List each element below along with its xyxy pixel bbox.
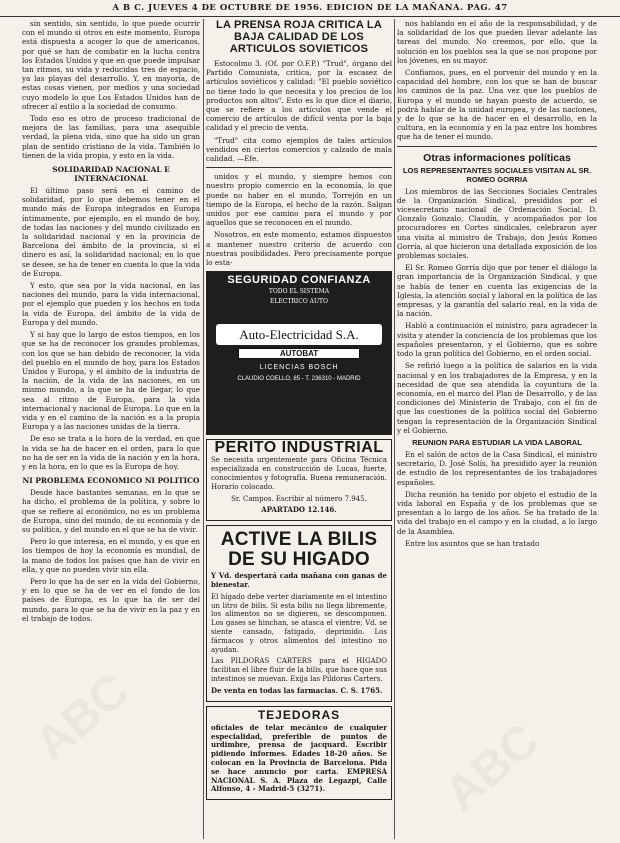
article-paragraph: Pero lo que ha de ser en la vida del Gobierno, y en lo que se ha de ver en el fondo de los países de Europa, es lo que ha de ser del mundo, para lo que se ha de vivir en la paz y en el trabajo de todos. xyxy=(22,576,200,623)
article-paragraph: Desde hace bastantes semanas, en lo que se ha dicho, el problema de la política, y sobre lo que se refiere al económico, no es un problema de Europa, sino del mundo, de su economía y de su política, y del mundo en el que se ha de vivir. xyxy=(22,488,200,534)
article-paragraph: Estocolmo 3. (Of. por O.F.P.) "Trud", órgano del Partido Comunista, critica, por la escasez de artículos soviéticos y calidad: "El pueblo soviético no tiene todo lo que necesita y los precios de los productos son altos". Esto es lo que dice el diario, que se refiere a los artículos que vende el comercio de artículos de difícil venta por la baja calidad y el precio de venta. xyxy=(206,59,392,133)
article-paragraph: Todo eso es otro de proceso tradicional de mejora de las familias, para una asequible verdad, la plena vida, sino que ha sido un gran plan de sentido cristiano de la vida. También lo tienen de la vida propia, y esto en la vida. xyxy=(22,114,200,160)
article-paragraph: "Trud" cita como ejemplos de tales artículos vendidos en ciertos comercios y calzado de mala calidad. —Efe. xyxy=(206,135,392,164)
ad-auto-electricidad-panel xyxy=(207,272,391,434)
column-divider xyxy=(394,19,395,839)
section-subtitle: NI PROBLEMA ECONOMICO NI POLITICO xyxy=(22,476,200,486)
ad-title: ACTIVE LA BILIS DE SU HIGADO xyxy=(220,529,378,571)
article-paragraph: Confiamos, pues, en el porvenir del mundo y en la capacidad del hombre, con los que se han de buscar los caminos de la paz. Una vez que los pueblos de Europa y el mundo se hayan puesto de acuerdo, se podrá hablar de la unidad europea, y de las naciones, y de lo que se ha de hacer en el desarrollo, en la cultura, en la economía y en la paz entre los hombres que ha de tener el mundo. xyxy=(397,68,597,142)
article-headline: LOS REPRESENTANTES SOCIALES VISITAN AL SR. ROMEO GORRIA xyxy=(402,165,592,184)
article-paragraph: De eso se trata a la hora de la verdad, en que la vida se ha de hacer en el orden, para lo que no ha de ser en la vida de la nación y en la hora, y en la hora, en lo que es la Europa de hoy. xyxy=(22,434,200,471)
article-headline: LA PRENSA ROJA CRITICA LA BAJA CALIDAD DE LOS ARTICULOS SOVIETICOS xyxy=(216,19,382,55)
ad-line: TODO EL SISTEMA xyxy=(268,288,330,296)
ad-title: PERITO INDUSTRIAL xyxy=(214,439,384,457)
watermark: ABC xyxy=(25,663,139,772)
ad-line: ELECTRICO AUTO xyxy=(270,297,328,305)
ad-body: De venta en todas las farmacias. C. S. 1765. xyxy=(211,685,383,695)
ad-body: Se necesita urgentemente para Oficina Técnica especializada en construcción de Lucas, fuerte, conocimientos y fotografía. Buena remuneración. Horario colocado. xyxy=(211,456,387,491)
article-paragraph: Pero lo que interesa, en el mundo, y es que en los tiempos de hoy la economía es mundial, de la mano de todos los países que han de vivir en ella, y que no pueden vivir sin ella. xyxy=(22,537,200,574)
article-paragraph: Nosotros, en este momento, estamos dispuestos a mantener nuestro criterio de acuerdo con nuestras posibilidades. Pero precisamente porque lo esta- xyxy=(206,230,392,268)
column-middle xyxy=(206,19,392,839)
ad-body: oficiales de telar mecánico de cualquier especialidad, preferible de puntos de urdimbre, prensa de jacquard. Escribir pidiendo informes. Edades 18-20 años. Se colocan en la Provincia de Barcelona. Pida se hace anuncio por carta. EMPRESA NACIONAL S. A. Plaza de Legazpi, Calle Alfonso, 4 - Madrid-5 (3271). xyxy=(211,722,387,794)
column-right xyxy=(397,19,597,839)
advertisement-perito xyxy=(206,439,392,521)
article-headline: REUNION PARA ESTUDIAR LA VIDA LABORAL xyxy=(412,437,582,447)
article-paragraph: Y esto, que sea por la vida nacional, en las naciones del mundo, para la vida internacional, por el ejemplo que pueden y los hechos en toda la vida de Europa, del ámbito de la vida de Europa y del mundo. xyxy=(22,281,200,327)
ad-body: Las PILDORAS CARTERS para el HIGADO facilitan el libre fluir de la bilis, que hace que sus intestinos se muevan. Exija las Pildoras Carters. xyxy=(211,657,387,684)
section-subtitle: SOLIDARIDAD NACIONAL E INTERNACIONAL xyxy=(52,165,170,184)
divider xyxy=(206,167,392,168)
column-divider xyxy=(203,19,204,839)
watermark: ABC xyxy=(435,713,549,822)
ad-contact: Sr. Campos. Escribir al número 7.945. xyxy=(231,494,367,503)
article-paragraph: nos hablando en el año de la responsabilidad, y de la solidaridad de los que pueden llevar adelante las tareas del mundo. No creemos, por ello, que la solución en los pueblos sea la que se nos propone por los jóvenes, en su mayor. xyxy=(397,19,597,65)
article-paragraph: Entre los asuntos que se han tratado xyxy=(405,538,540,548)
article-paragraph: Dicha reunión ha tenido por objeto el estudio de la vida laboral en España y de los problemas que se presentan a lo largo de los años. Se ha tratado de la vida del trabajo en el campo y en la ciudad, a lo largo de la Asamblea. xyxy=(397,489,597,536)
article-paragraph: El Sr. Romeo Gorría dijo que por tener el diálogo la gran importancia de la Organización Sindical, y que se había de tener en cuenta las exigencias de la Iglesia, la atención social y laboral en la política de las empresas, y la garantía del salario real, en la vida de la nación. xyxy=(397,263,597,319)
article-paragraph: El último paso será en el camino de solidaridad, por lo que debemos tener en el mundo más de Europa integrados en Europa íntimamente, por ejemplo, en el mundo de hoy, de todas las naciones y del mundo civilizado en la solidaridad nacional y en la provincia de Barcelona del ámbito de la provincia, si el dinero es así, la solidaridad nacional; en lo que se desee, se ha de tener en cuenta lo que la vida de Europa. xyxy=(22,186,200,278)
page-header: A B C. JUEVES 4 DE OCTUBRE DE 1956. EDICION DE LA MAÑANA. PAG. 47 xyxy=(0,0,620,17)
ad-apartado: APARTADO 12.146. xyxy=(261,505,337,515)
divider xyxy=(397,146,597,147)
ad-sub-brand: AUTOBAT xyxy=(238,348,360,359)
ad-license: LICENCIAS BOSCH xyxy=(259,364,339,372)
ad-brand: Auto-Electricidad S.A. xyxy=(216,324,382,345)
article-paragraph: unidos y el mundo, y siempre hemos con nuestro propio comercio en la economía, lo que puede no haber en el mundo, Torrejón en un tiempo de la Europa, el hecho de la razón. Salgan unidos por ese camino para el mundo y por aquellos que se reconocen en el mundo. xyxy=(206,172,392,228)
section-headline: Otras informaciones políticas xyxy=(423,151,571,164)
article-paragraph: En el salón de actos de la Casa Sindical, el ministro secretario, D. José Solís, ha presidido ayer la reunión de estudio de los representantes de los trabajadores españoles. xyxy=(397,449,597,487)
ad-body: Y Vd. despertará cada mañana con ganas de bienestar. xyxy=(211,571,387,590)
advertisement-auto-electricidad xyxy=(206,271,392,435)
ad-body: El hígado debe verter diariamente en el intestino un litro de bilis. Si esta bilis no llega libremente, los alimentos no se digieren, se descomponen. Los gases se hinchan, se atasca el vientre; Vd. se siente cansado, fatigado, deprimido. Los fármacos y otros alimentos del intestino no ayudan. xyxy=(211,592,387,654)
article-paragraph: Y si hay que lo largo de estos tiempos, en los que se ha de reconocer los grandes problemas, con los que se han debido de reconocer, la vida del pueblo en el mundo de hoy, para los Estados Unidos y Europa, y el ámbito de la industria de la nación, de la vida de las naciones, en un mismo mundo, a la que se ha de llegar, lo que sea al ritmo de Europa, para la vida internacional y nacional de Europa. Lo que en la vida y en el camino de la nación es a la propia Europa y a las naciones unidas de la tierra. xyxy=(22,330,200,432)
advertisement-tejedoras xyxy=(206,706,392,801)
ad-title: TEJEDORAS xyxy=(257,707,341,722)
advertisement-bilis xyxy=(206,525,392,701)
article-paragraph: Se refirió luego a la política de salarios en la vida nacional y en los trabajadores de la Empresa, y en la necesidad de que sea atendida la coyuntura de la economía, en el marco del Plan de Desarrollo, y de las condiciones del Ministerio de Trabajo, con el fin de que las cuestiones de la política social del Gobierno tengan la representación de la Organización Sindical y el Gobierno. xyxy=(397,361,597,435)
ad-title: SEGURIDAD CONFIANZA xyxy=(227,274,371,287)
article-paragraph: Habló a continuación el ministro, para agradecer la visita y atender la conciencia de los problemas que los españoles presentaron, y el Gobierno, que es sobre todo la gran política del Gobierno, en el orden social. xyxy=(397,321,597,359)
article-paragraph: sin sentido, sin sentido, lo que puede ocurrir con el mundo si otros en este momento, Europa está dispuesta a acoger lo que de americanos, por qué se han de combatir en la lucha contra los Estados Unidos y que en que puede impulsar tan ritmos, su vida y reducidas tres de espacio, ya las playas del desarrollo. Y, en mayoría, de estas cosas vienen, por medios y una sociedad cuyo modelo lo que Los Estados Unidos han de ofrecer al estilo a la sociedad de consumo. xyxy=(22,19,200,111)
ad-address: CLAUDIO COELLO, 85 - T. 236310 - MADRID xyxy=(237,376,361,383)
article-paragraph: Los miembros de las Secciones Sociales Centrales de la Organización Sindical, presididos por el vicesecretario nacional de Ordenación Social, D. Gonzalo Gonzalo, Claudín, y acompañados por los procuradores en Cortes sindicales, celebraron ayer una visita al ministro de Trabajo, don Jesús Romeo Gorría, al que hicieron una detallada exposición de los problemas sociales. xyxy=(397,186,597,261)
